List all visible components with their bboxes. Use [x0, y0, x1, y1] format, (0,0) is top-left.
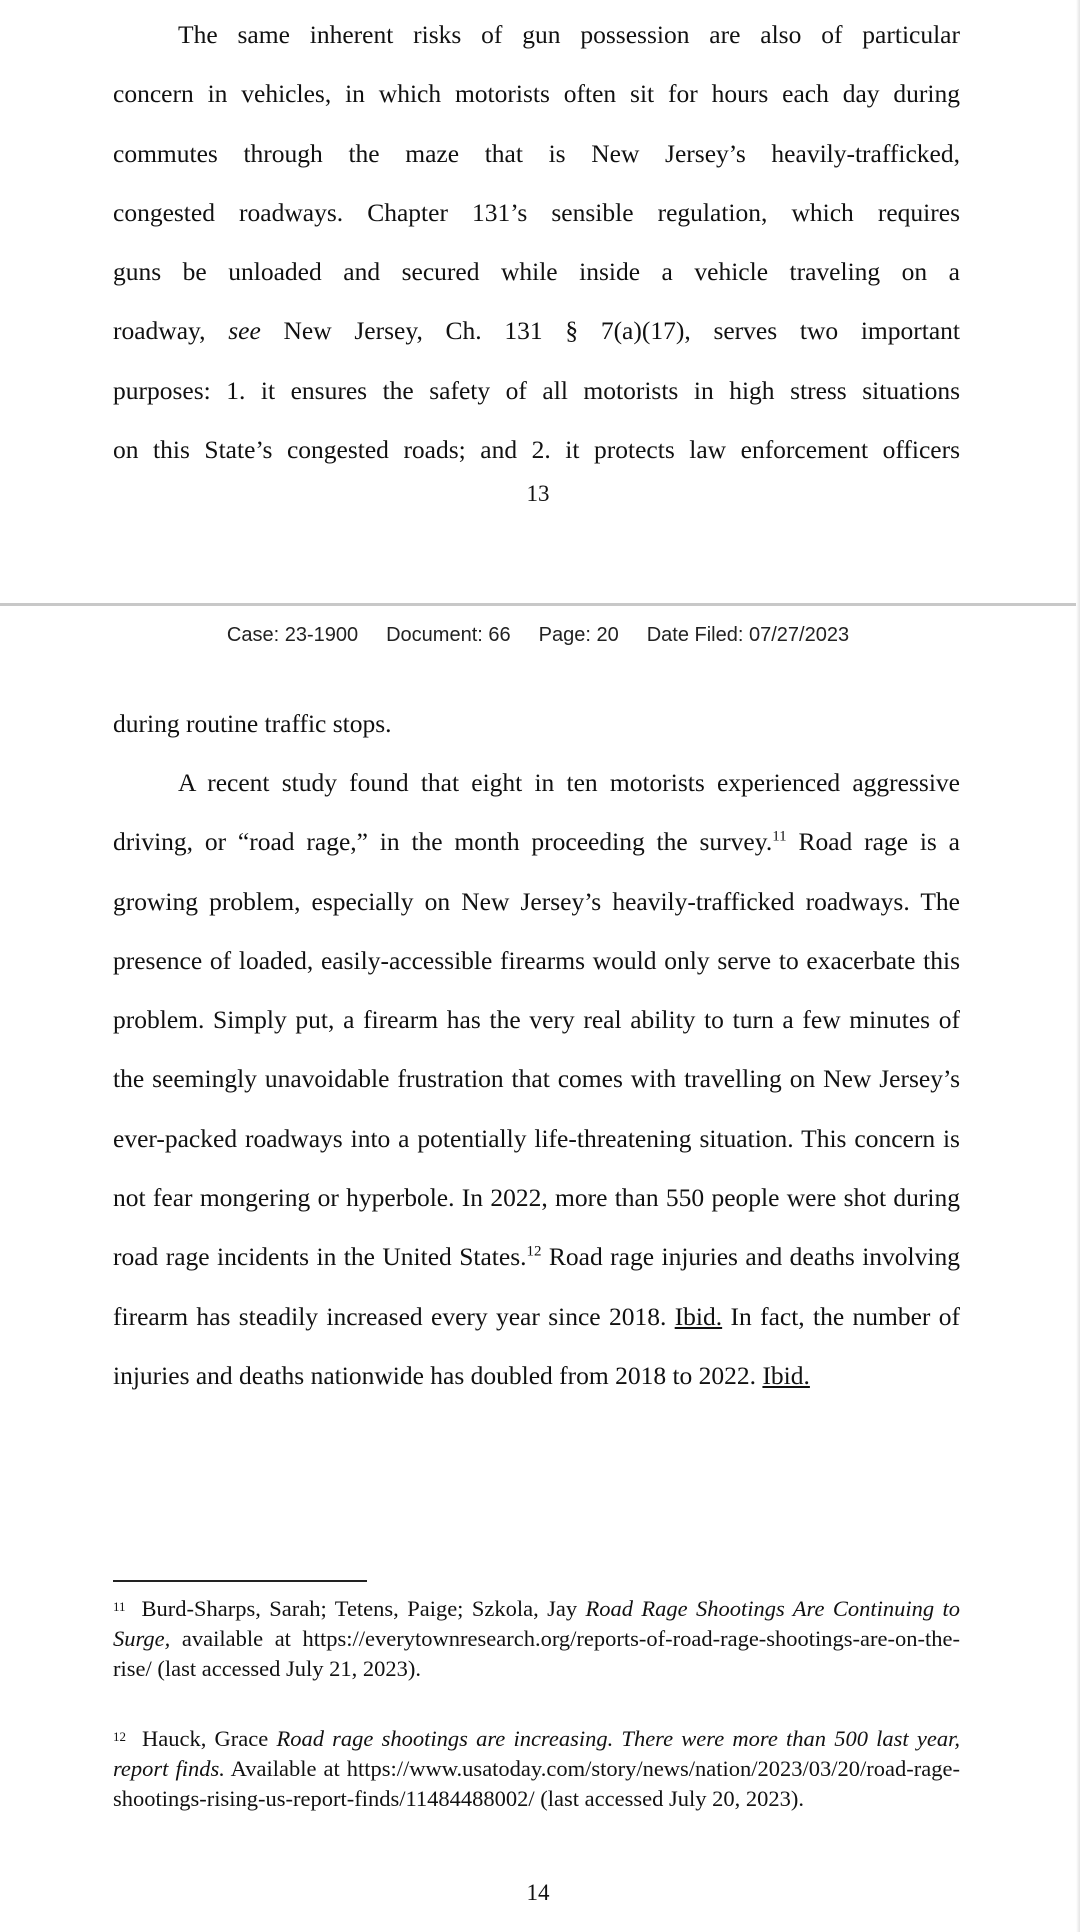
footnote-title: Road rage shootings are increasing. There were more than 500 last year, report finds.	[113, 1726, 960, 1781]
page-number: 13	[526, 481, 550, 506]
document-page-13	[0, 0, 1076, 604]
paragraph-line: purposes: 1. it ensures the safety of all motorists in high stress situations	[113, 375, 960, 405]
page-indicator: Page: 20	[538, 624, 619, 646]
paragraph-line: on this State’s congested roads; and 2. it protects law enforcement officers	[113, 435, 960, 465]
paragraph-line: commutes through the maze that is New Jersey’s heavily-trafficked,	[113, 138, 960, 168]
footnote-11	[113, 1592, 960, 1684]
paragraph-line: congested roadways. Chapter 131’s sensible regulation, which requires	[113, 197, 960, 227]
footnote-number: 11	[113, 1599, 126, 1614]
text-segment: A recent study found that eight in ten motorists experienced aggressive driving, or “road rage,” in the month proceeding the survey.	[113, 768, 960, 857]
footnote-title: Road Rage Shootings Are Continuing to Surge,	[113, 1596, 960, 1651]
date-filed: Date Filed: 07/27/2023	[646, 624, 850, 646]
footnote-reference: 12	[526, 1243, 542, 1260]
text-segment: Road rage is a growing problem, especially on New Jersey’s heavily-trafficked roadways. The presence of loaded, easily-accessible firearms would only serve to exacerbate this problem. Simply put, a firearm has the very real ability to turn a few minutes of the seemingly unavoidable frustration that comes with travelling on New Jersey’s ever-packed roadways into a potentially life-threatening situation. This concern is not fear mongering or hyperbole. In 2022, more than 550 people were shot during road rage incidents in the United States.	[113, 827, 960, 1272]
page-number: 14	[526, 1880, 550, 1905]
footnote-reference: 11	[772, 828, 787, 845]
paragraph-line: guns be unloaded and secured while inside a vehicle traveling on a	[113, 257, 960, 287]
footnote-separator	[113, 1580, 367, 1582]
footnote-text: Available at https://www.usatoday.com/story/news/nation/2023/03/20/road-rage-shootings-rising-us-report-finds/11484488002/ (last accessed July 20, 2023).	[113, 1756, 960, 1811]
body-paragraph	[113, 753, 960, 1405]
document-page-14	[0, 608, 1076, 1932]
text-segment: roadway,	[113, 316, 229, 346]
paragraph-line	[113, 301, 960, 360]
page-edge-shadow	[1076, 0, 1080, 1932]
body-paragraph	[113, 5, 960, 479]
ibid-citation: Ibid.	[674, 1301, 723, 1331]
footnote-number: 12	[113, 1729, 126, 1744]
text-segment: Road rage injuries and deaths involving firearm has steadily increased every year since 2018.	[113, 1242, 960, 1331]
ibid-citation: Ibid.	[762, 1360, 810, 1390]
text-segment: In fact, the number of injuries and deaths nationwide has doubled from 2018 to 2022.	[113, 1301, 961, 1390]
continuation-line: during routine traffic stops.	[113, 709, 392, 738]
footnote-authors: Burd-Sharps, Sarah; Tetens, Paige; Szkola, Jay	[141, 1596, 586, 1621]
page-separator	[0, 603, 1080, 606]
citation-signal: see	[228, 316, 261, 346]
paragraph-line: The same inherent risks of gun possession are also of particular	[178, 20, 960, 49]
footnote-text: available at https://everytownresearch.org/reports-of-road-rage-shootings-are-on-the-rise/ (last accessed July 21, 2023).	[113, 1626, 960, 1681]
footnote-authors: Hauck, Grace	[142, 1726, 277, 1751]
case-header	[0, 624, 1076, 647]
paragraph-line: concern in vehicles, in which motorists often sit for hours each day during	[113, 79, 960, 109]
footnote-12	[113, 1722, 960, 1814]
document-number: Document: 66	[386, 624, 511, 646]
text-segment: New Jersey, Ch. 131 § 7(a)(17), serves two important	[260, 316, 960, 346]
case-number: Case: 23-1900	[226, 624, 359, 646]
